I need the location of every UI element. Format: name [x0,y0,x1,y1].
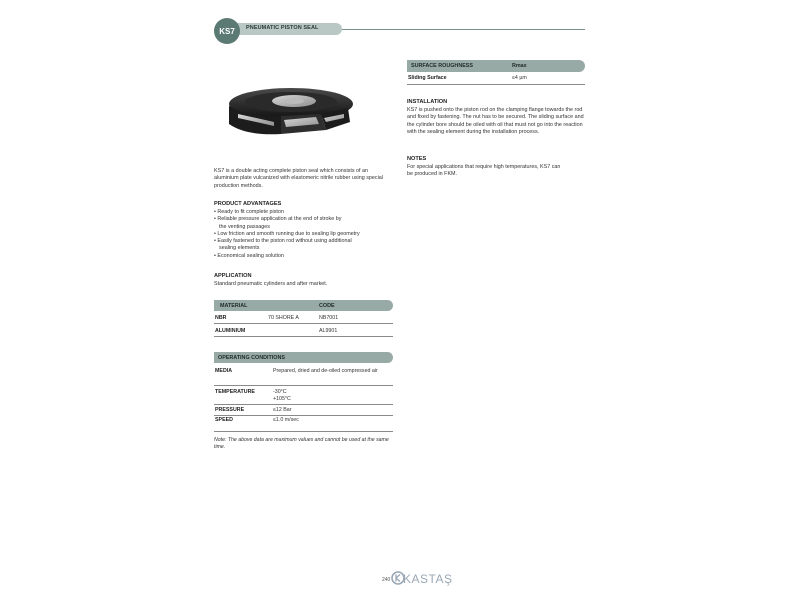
code-column-header: CODE [319,302,335,309]
data-note: Note: The above data are maximum values and cannot be used at the same time. [214,437,389,451]
material-table [214,300,393,337]
list-item: • Reliable pressure application at the end of stroke by [214,216,342,223]
installation-heading: INSTALLATION [407,99,448,105]
advantages-list [214,209,404,260]
sliding-surface-label: Sliding Surface [408,75,447,81]
notes-text: For special applications that require high temperatures, KS7 can be produced in FKM. [407,164,561,178]
sliding-surface-value: ≤4 µm [512,75,527,81]
list-item: • Economical sealing solution [214,252,284,259]
surface-roughness-table [407,60,585,85]
material-code: AL9901 [319,328,338,334]
material-detail: 70 SHORE A [268,315,299,321]
application-heading: APPLICATION [214,273,252,279]
operating-conditions-table [214,352,393,432]
intro-paragraph: KS7 is a double acting complete piston seal which consists of an aluminium plate vulcanized with elastomeric nitrile rubber using special production methods. [214,168,383,189]
speed-value: ≤1.0 m/sec [273,417,299,423]
list-item: • Easily fastened to the piston rod without using additional [214,238,352,245]
temperature-low: -30°C [273,389,287,395]
list-item: the venting passages [219,223,270,230]
material-table-header [214,300,393,311]
page-title: PNEUMATIC PISTON SEAL [246,25,319,31]
operating-conditions-heading: OPERATING CONDITIONS [218,354,285,361]
pressure-label: PRESSURE [215,407,245,413]
table-row [214,405,393,416]
list-item: • Ready to fit complete piston [214,209,284,215]
media-value: Prepared, dried and de-oiled compressed air [273,368,378,374]
list-item: • Low friction and smooth running due to sealing lip geometry [214,230,360,237]
table-row [214,386,393,405]
temperature-label: TEMPERATURE [215,389,255,395]
piston-seal-image [226,84,356,140]
notes-heading: NOTES [407,156,427,162]
product-code-badge: KS7 [214,18,240,44]
installation-text: KS7 is pushed onto the piston rod on the clamping flange towards the rod and fixed by fastening. The nut has to be secured. The sliding surface and the cylinder bore should be oiled with oil that must not go into the reaction with the sealing element during the installation process. [407,107,584,136]
application-text: Standard pneumatic cylinders and after market. [214,281,328,287]
material-name: NBR [215,315,227,321]
list-item: sealing elements [219,245,260,252]
material-code: NB7001 [319,315,339,321]
advantages-heading: PRODUCT ADVANTAGES [214,201,282,207]
media-label: MEDIA [215,368,233,374]
table-row [214,324,393,337]
table-row [214,311,393,324]
title-divider [342,29,585,30]
surface-roughness-header: SURFACE ROUGHNESS [411,62,473,69]
material-column-header: MATERIAL [220,302,248,309]
material-name: ALUMINIUM [215,328,246,334]
table-row [214,416,393,432]
temperature-high: +105°C [273,396,291,402]
speed-label: SPEED [215,417,233,423]
operating-table-header [214,352,393,363]
pressure-value: ≤12 Bar [273,407,292,413]
table-row [407,72,585,85]
roughness-table-header [407,60,585,72]
brand-logo: KASTAŞ [403,572,453,586]
rmax-header: Rmax [512,62,527,69]
table-row [214,363,393,386]
page-number: 240 [382,577,391,583]
